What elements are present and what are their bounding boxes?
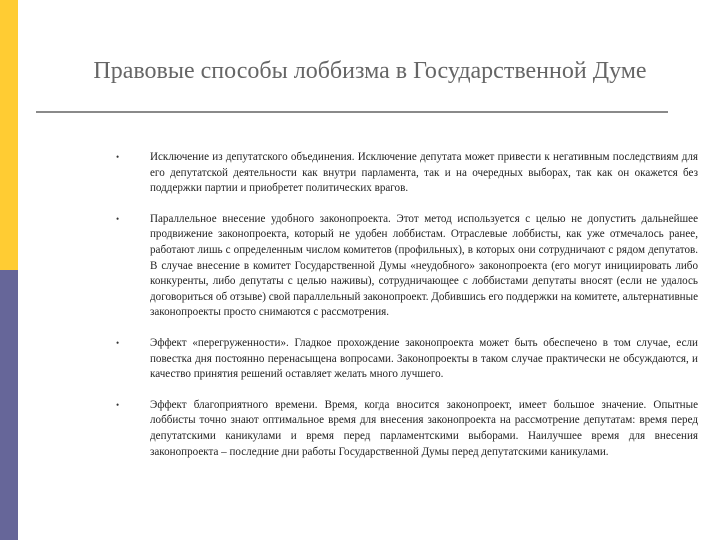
bullet-list: [110, 150, 698, 475]
list-item-text: Эффект благоприятного времени. Время, когда вносится законопроект, имеет большое значение. Опытные лоббисты точно знают оптимальное время для внесения законопроекта на рассмотрение депутатам: время перед депутатскими каникулами и время перед парламентскими выборами. Наилучшее время для внесения законопроекта – последние дни работы Государственной Думы перед депутатскими каникулами.: [150, 398, 698, 458]
list-item: [110, 212, 698, 321]
accent-bar-yellow: [0, 0, 18, 270]
list-item: [110, 150, 698, 197]
list-item-text: Параллельное внесение удобного законопроекта. Этот метод используется с целью не допустить дальнейшее продвижение законопроекта, который не удобен лоббистам. Отраслевые лоббисты, как уже отмечалось ранее, работают лишь с определенным числом комитетов (профильных), в которых они сотрудничают с рядом депутатов. В случае внесение в комитет Государственной Думы «неудобного» законопроекта (его могут инициировать либо конкуренты, либо депутаты с целью наживы), сотрудничающее с лоббистами депутаты вносят (если не удалось договориться об отзыве) свой параллельный законопроект. Добившись его поддержки на комитете, альтернативные законопроекты просто снимаются с рассмотрения.: [150, 212, 698, 319]
list-item-text: Исключение из депутатского объединения. Исключение депутата может привести к негативным последствиям для его депутатской деятельности как внутри парламента, так и на очередных выборах, так как он окажется без поддержки партии и приобретет политических врагов.: [150, 151, 698, 195]
list-item: [110, 336, 698, 383]
bullet-icon: •: [116, 337, 120, 348]
title-divider: [36, 111, 668, 113]
slide-title: Правовые способы лоббизма в Государственной Думе: [93, 58, 647, 84]
bullet-icon: •: [116, 213, 120, 224]
list-item: [110, 398, 698, 460]
list-item-text: Эффект «перегруженности». Гладкое прохождение законопроекта может быть обеспечено в том случае, если повестка дня постоянно перенасыщена вопросами. Законопроекты в таком случае практически не обсуждаются, и качество принятия решений оставляет желать много лучшего.: [150, 336, 698, 381]
bullet-icon: •: [116, 399, 120, 410]
accent-bar-blue: [0, 270, 18, 540]
bullet-icon: •: [116, 152, 120, 162]
